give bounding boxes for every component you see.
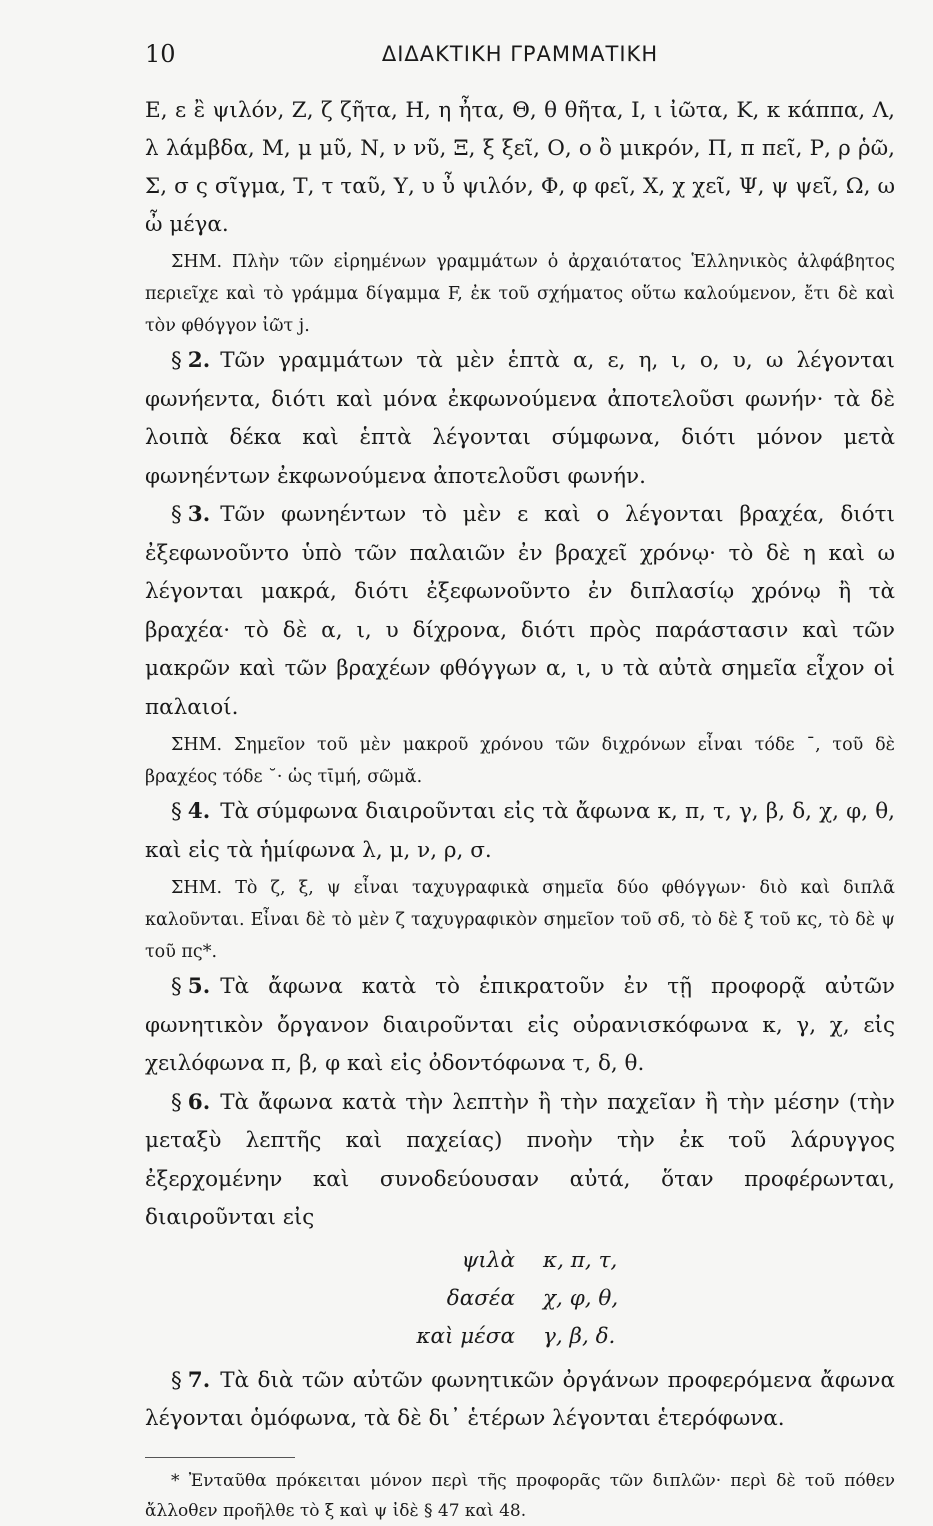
section-mark: § <box>171 799 182 824</box>
section-text: Τὰ σύμφωνα διαιροῦνται εἰς τὰ ἄφωνα κ, π, τ, γ, β, δ, χ, φ, θ, καὶ εἰς τὰ ἡμίφωνα λ, μ, ν, ρ, σ. <box>145 799 895 863</box>
section-7 <box>145 1362 895 1439</box>
section-number: 3. <box>187 502 211 527</box>
consonant-table <box>415 1242 895 1356</box>
footnote-divider <box>145 1457 295 1458</box>
section-mark: § <box>171 348 182 373</box>
section-4 <box>145 793 895 870</box>
table-term: ψιλὰ <box>461 1247 515 1273</box>
running-title: ΔΙΔΑΚΤΙΚΗ ΓΡΑΜΜΑΤΙΚΗ <box>381 42 659 66</box>
section-number: 6. <box>187 1089 211 1115</box>
section-text: Τῶν γραμμάτων τὰ μὲν ἑπτὰ α, ε, η, ι, ο, υ, ω λέγονται φωνήεντα, διότι καὶ μόνα ἐκφωνούμενα ἀποτελοῦσι φωνήν· τὰ δὲ λοιπὰ δέκα καὶ ἑπτὰ λέγονται σύμφωνα, διότι μόνον μετὰ φωνηέντων ἐκφωνούμενα ἀποτελοῦσι φωνήν. <box>145 348 895 489</box>
section-mark: § <box>171 1367 182 1393</box>
section-3 <box>145 496 895 727</box>
section-mark: § <box>171 974 182 999</box>
table-letters: γ, β, δ. <box>543 1323 616 1349</box>
page-header <box>145 40 895 80</box>
section-text: Τὰ διὰ τῶν αὐτῶν φωνητικῶν ὀργάνων προφερόμενα ἄφωνα λέγονται ὁμόφωνα, τὰ δὲ δι᾽ ἑτέρων λέγονται ἑτερόφωνα. <box>145 1367 895 1431</box>
section-number: 4. <box>187 799 211 824</box>
alphabet-paragraph: Ε, ε ἒ ψιλόν, Ζ, ζ ζῆτα, Η, η ἦτα, Θ, θ θῆτα, Ι, ι ἰῶτα, Κ, κ κάππα, Λ, λ λάμβδα, Μ, μ μῦ, Ν, ν νῦ, Ξ, ξ ξεῖ, Ο, ο ὂ μικρόν, Π, π πεῖ, Ρ, ρ ῥῶ, Σ, σ ς σῖγμα, Τ, τ ταῦ, Υ, υ ὖ ψιλόν, Φ, φ φεῖ, Χ, χ χεῖ, Ψ, ψ ψεῖ, Ω, ω ὦ μέγα. <box>145 98 895 237</box>
table-term: δασέα <box>446 1285 515 1311</box>
table-row <box>415 1242 895 1280</box>
note-quantity-marks: ΣΗΜ. Σημεῖον τοῦ μὲν μακροῦ χρόνου τῶν διχρόνων εἶναι τόδε ¯, τοῦ δὲ βραχέος τόδε ˘· ὡς τῑμή, σῶμᾰ. <box>145 735 895 787</box>
section-number: 5. <box>187 974 211 999</box>
section-2 <box>145 342 895 496</box>
section-mark: § <box>171 502 182 527</box>
page-number: 10 <box>145 40 176 68</box>
table-row <box>415 1280 895 1318</box>
table-row <box>415 1318 895 1356</box>
section-text: Τὰ ἄφωνα κατὰ τὴν λεπτὴν ἢ τὴν παχεῖαν ἢ τὴν μέσην (τὴν μεταξὺ λεπτῆς καὶ παχείας) πνοὴν τὴν ἐκ τοῦ λάρυγγος ἐξερχομένην καὶ συνοδεύουσαν αὐτά, ὅταν προφέρωνται, διαιροῦνται εἰς <box>145 1089 895 1230</box>
note-double-consonants: ΣΗΜ. Τὸ ζ, ξ, ψ εἶναι ταχυγραφικὰ σημεῖα δύο φθόγγων· διὸ καὶ διπλᾶ καλοῦνται. Εἶναι δὲ τὸ μὲν ζ ταχυγραφικὸν σημεῖον τοῦ σδ, τὸ δὲ ξ τοῦ κς, τὸ δὲ ψ τοῦ πς*. <box>145 878 895 962</box>
note-digamma: ΣΗΜ. Πλὴν τῶν εἰρημένων γραμμάτων ὁ ἀρχαιότατος Ἑλληνικὸς ἀλφάβητος περιεῖχε καὶ τὸ γράμμα δίγαμμα F, ἐκ τοῦ σχήματος οὕτω καλούμενον, ἔτι δὲ καὶ τὸν φθόγγον ἰῶτ j. <box>145 252 895 336</box>
section-text: Τὰ ἄφωνα κατὰ τὸ ἐπικρατοῦν ἐν τῇ προφορᾷ αὐτῶν φωνητικὸν ὄργανον διαιροῦνται εἰς οὐρανισκόφωνα κ, γ, χ, εἰς χειλόφωνα π, β, φ καὶ εἰς ὀδοντόφωνα τ, δ, θ. <box>145 974 895 1076</box>
table-term: καὶ μέσα <box>416 1323 515 1349</box>
section-5 <box>145 968 895 1084</box>
footnote: * Ἐνταῦθα πρόκειται μόνον περὶ τῆς προφορᾶς τῶν διπλῶν· περὶ δὲ τοῦ πόθεν ἄλλοθεν προῆλθε τὸ ξ καὶ ψ ἰδὲ § 47 καὶ 48. <box>145 1470 895 1521</box>
table-letters: χ, φ, θ, <box>543 1285 619 1311</box>
section-number: 2. <box>187 348 211 373</box>
section-number: 7. <box>187 1367 211 1393</box>
page <box>145 40 895 1526</box>
section-mark: § <box>171 1089 182 1115</box>
section-6 <box>145 1084 895 1238</box>
table-letters: κ, π, τ, <box>543 1247 618 1273</box>
section-text: Τῶν φωνηέντων τὸ μὲν ε καὶ ο λέγονται βραχέα, διότι ἐξεφωνοῦντο ὑπὸ τῶν παλαιῶν ἐν βραχεῖ χρόνῳ· τὸ δὲ η καὶ ω λέγονται μακρά, διότι ἐξεφωνοῦντο ἐν διπλασίῳ χρόνῳ ἢ τὰ βραχέα· τὸ δὲ α, ι, υ δίχρονα, διότι πρὸς παράστασιν καὶ τῶν μακρῶν καὶ τῶν βραχέων φθόγγων α, ι, υ τὰ αὐτὰ σημεῖα εἶχον οἱ παλαιοί. <box>145 502 895 720</box>
